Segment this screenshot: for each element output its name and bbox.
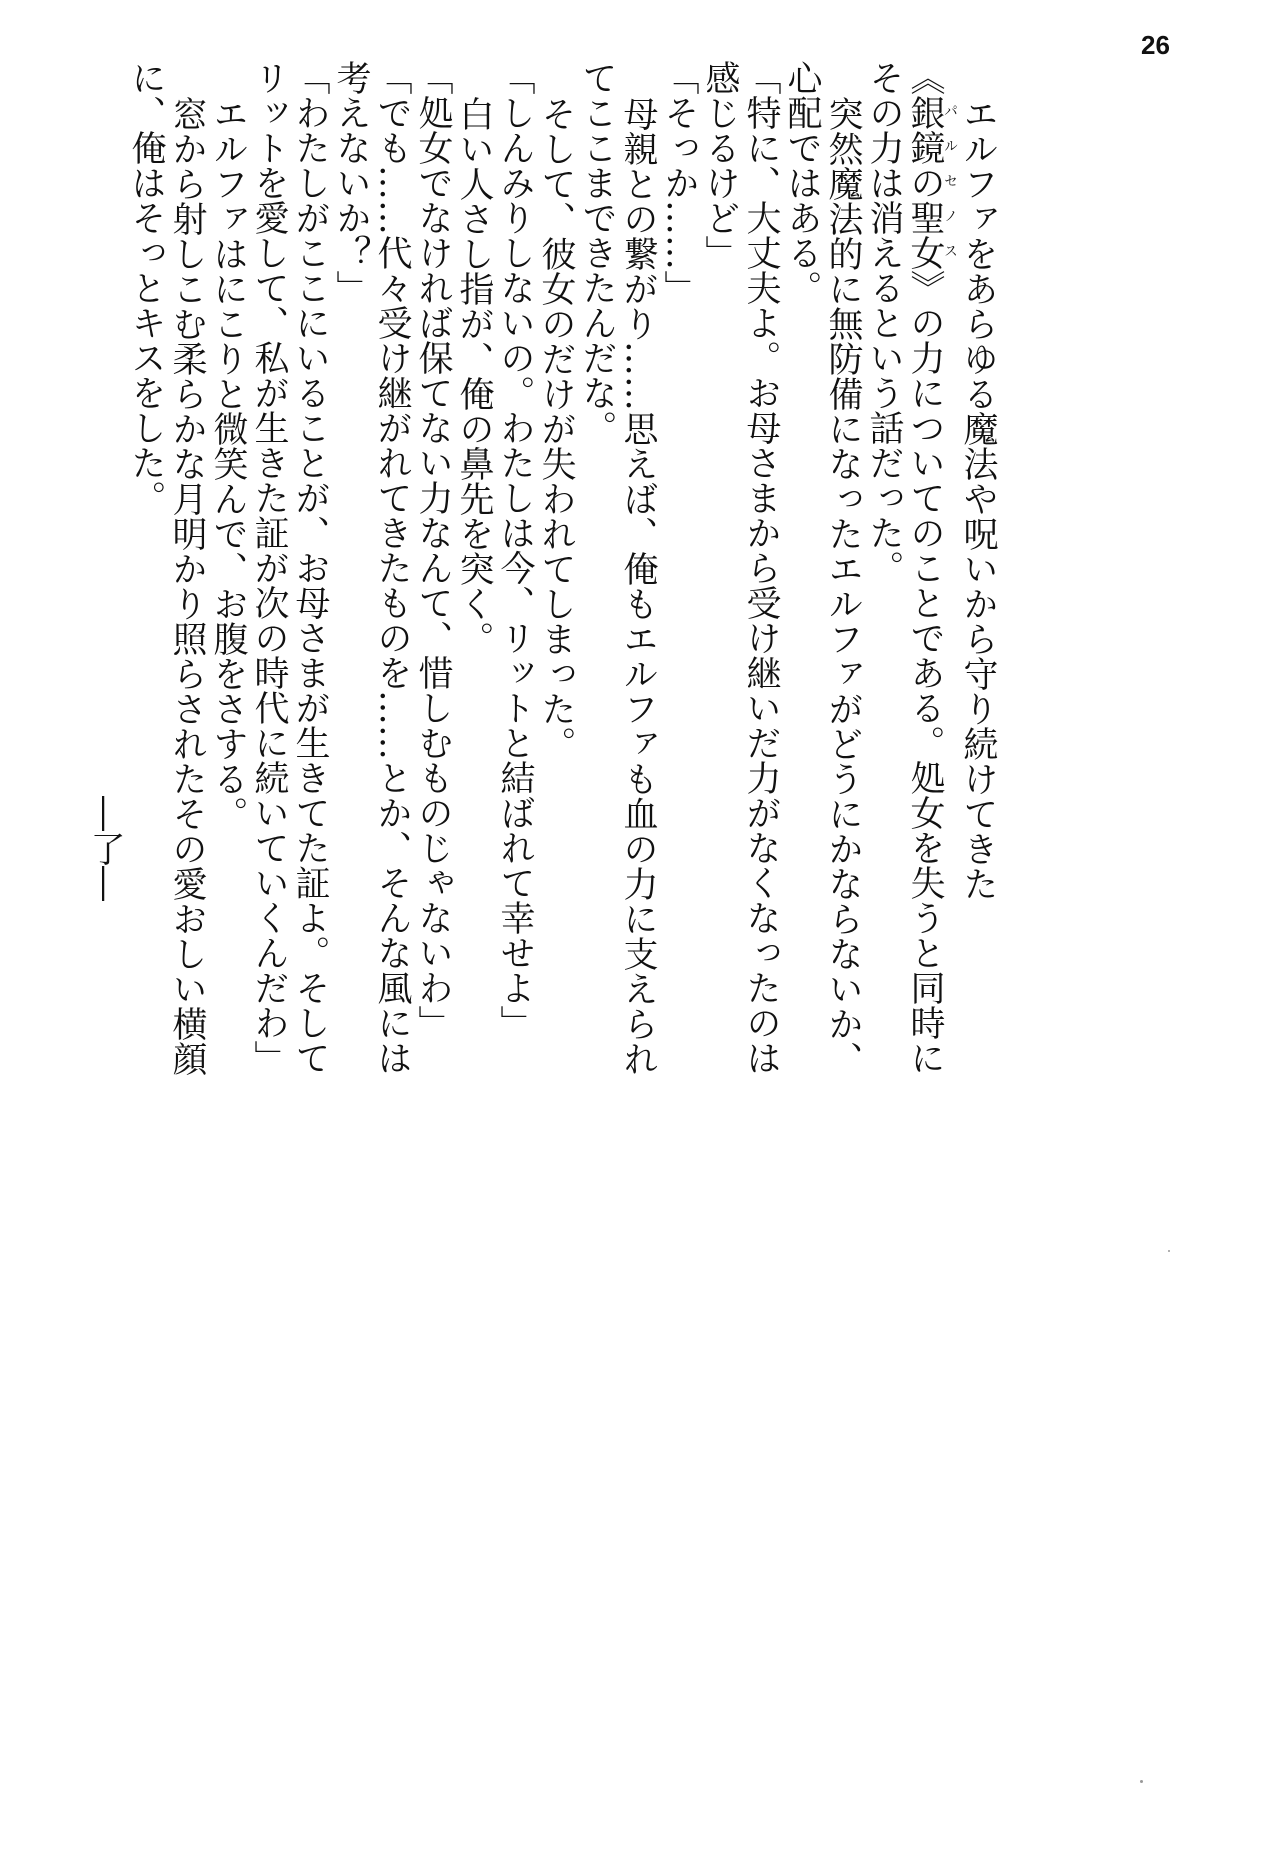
text-line-with-ruby xyxy=(904,60,958,1075)
text-line: に、俺はそっとキスをした。 xyxy=(126,60,166,515)
text-line: 母親との繋がり……思えば、俺もエルファも血の力に支えられ xyxy=(618,96,658,1076)
text-line: 突然魔法的に無防備になったエルファがどうにかならないか、 xyxy=(823,96,863,1076)
ruby-annotation xyxy=(905,95,958,270)
text-line: リットを愛して、私が生きた証が次の時代に続いていくんだわ」 xyxy=(249,60,289,1075)
text-line: てここまできたんだな。 xyxy=(577,60,617,445)
scan-speck xyxy=(1140,1780,1143,1783)
text-fragment: 》の力についてのことである。処女を失うと同時に xyxy=(905,270,945,1075)
text-line: 白い人さし指が、俺の鼻先を突く。 xyxy=(454,96,494,656)
page-number: 26 xyxy=(1141,30,1170,60)
text-line: 「処女でなければ保てない力なんて、惜しむものじゃないわ」 xyxy=(413,60,453,1040)
vertical-text-body xyxy=(84,60,998,1076)
scan-speck xyxy=(1168,1250,1170,1252)
text-line: 考えないか？」 xyxy=(331,60,371,305)
end-mark: ―了― xyxy=(85,796,125,901)
text-line: エルファはにこりと微笑んで、お腹をさする。 xyxy=(208,96,248,831)
ruby-text: パルセノス xyxy=(942,95,958,270)
text-line: その力は消えるという話だった。 xyxy=(864,60,904,585)
text-line: 「しんみりしないの。わたしは今、リットと結ばれて幸せよ」 xyxy=(495,60,535,1040)
text-line: エルファをあらゆる魔法や呪いから守り続けてきた xyxy=(958,96,998,901)
text-line: そして、彼女のだけが失われてしまった。 xyxy=(536,96,576,761)
text-line: 「特に、大丈夫よ。お母さまから受け継いだ力がなくなったのは xyxy=(741,60,781,1075)
text-line: 心配ではある。 xyxy=(782,60,822,305)
text-line: 「わたしがここにいることが、お母さまが生きてた証よ。そして xyxy=(290,60,330,1075)
text-fragment: 《 xyxy=(905,60,945,95)
text-line: 「でも……代々受け継がれてきたものを……とか、そんな風には xyxy=(372,60,412,1075)
ruby-base: 銀鏡の聖女 xyxy=(905,95,945,270)
text-line: 窓から射しこむ柔らかな月明かり照らされたその愛おしい横顔 xyxy=(167,96,207,1076)
text-line: 感じるけど」 xyxy=(700,60,740,270)
text-line: 「そっか……」 xyxy=(659,60,699,305)
